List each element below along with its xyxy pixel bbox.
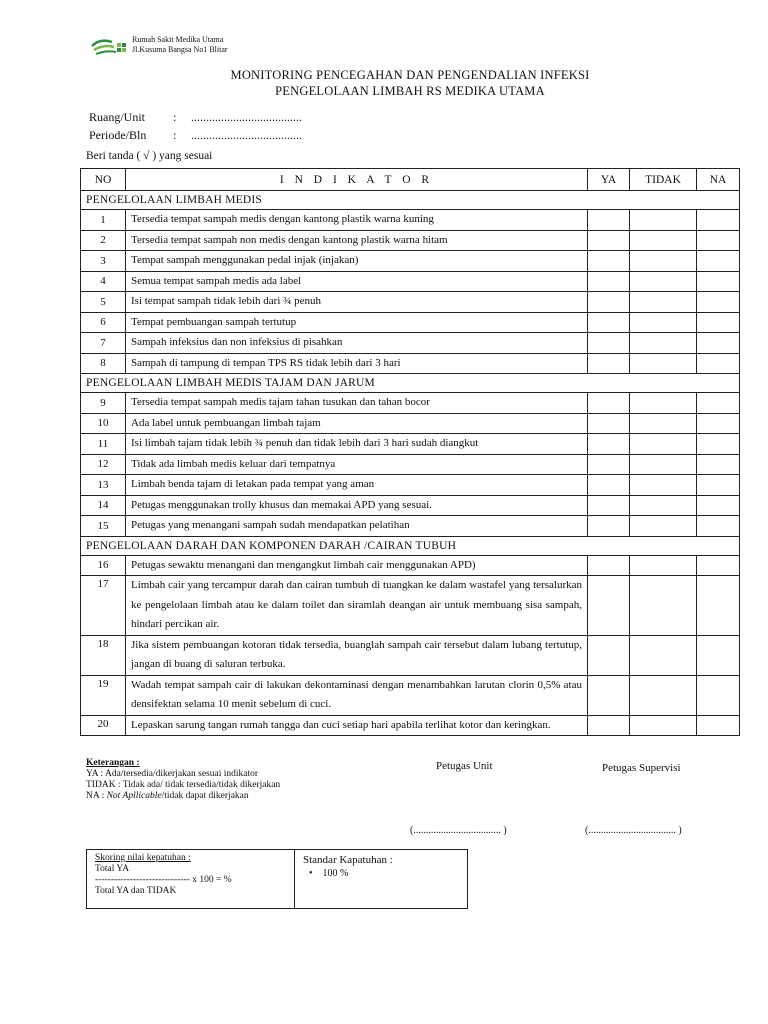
checkbox-cell-na[interactable] — [697, 555, 740, 576]
scoring-fraction-line: ------------------------------ x 100 = % — [95, 875, 232, 885]
col-header-indikator: I N D I K A T O R — [126, 169, 588, 191]
checkbox-cell-tidak[interactable] — [630, 495, 697, 516]
row-number: 18 — [81, 635, 126, 675]
indicator-text: Petugas yang menangani sampah sudah mendapatkan pelatihan — [126, 516, 588, 537]
checkbox-cell-tidak[interactable] — [630, 715, 697, 736]
instruction-text: Beri tanda ( √ ) yang sesuai — [86, 150, 213, 162]
indicator-text: Petugas sewaktu menangani dan mengangkut limbah cair menggunakan APD) — [126, 555, 588, 576]
field-label: Ruang/Unit — [89, 110, 145, 124]
checkbox-cell-ya[interactable] — [588, 230, 630, 251]
checkbox-cell-na[interactable] — [697, 516, 740, 537]
col-header-tidak: TIDAK — [630, 169, 697, 191]
checkbox-cell-na[interactable] — [697, 576, 740, 636]
checkbox-cell-tidak[interactable] — [630, 555, 697, 576]
checkbox-cell-ya[interactable] — [588, 635, 630, 675]
checkbox-cell-na[interactable] — [697, 635, 740, 675]
table-row — [81, 454, 740, 475]
checkbox-cell-tidak[interactable] — [630, 333, 697, 354]
table-row — [81, 516, 740, 537]
checkbox-cell-na[interactable] — [697, 230, 740, 251]
checkbox-cell-na[interactable] — [697, 251, 740, 272]
row-number: 4 — [81, 271, 126, 292]
checkbox-cell-ya[interactable] — [588, 413, 630, 434]
checkbox-cell-na[interactable] — [697, 475, 740, 496]
indicator-text: Tempat sampah menggunakan pedal injak (injakan) — [126, 251, 588, 272]
section-title: PENGELOLAAN DARAH DAN KOMPONEN DARAH /CAIRAN TUBUH — [81, 536, 740, 555]
standard-title: Standar Kapatuhan : — [303, 854, 393, 866]
field-blank: ..................................... — [191, 128, 302, 142]
checkbox-cell-na[interactable] — [697, 454, 740, 475]
row-number: 10 — [81, 413, 126, 434]
scoring-denominator: Total YA dan TIDAK — [95, 886, 177, 896]
checkbox-cell-na[interactable] — [697, 495, 740, 516]
checkbox-cell-tidak[interactable] — [630, 475, 697, 496]
legend-na-prefix: NA : — [86, 791, 107, 801]
checkbox-cell-ya[interactable] — [588, 576, 630, 636]
table-row — [81, 675, 740, 715]
indicator-text: Limbah benda tajam di letakan pada tempat yang aman — [126, 475, 588, 496]
row-number: 20 — [81, 715, 126, 736]
indicator-text: Ada label untuk pembuangan limbah tajam — [126, 413, 588, 434]
indicator-text: Tersedia tempat sampah medis dengan kantong plastik warna kuning — [126, 210, 588, 231]
indicator-table — [80, 168, 740, 736]
col-header-na: NA — [697, 169, 740, 191]
checkbox-cell-na[interactable] — [697, 413, 740, 434]
indicator-text: Sampah di tampung di tempan TPS RS tidak lebih dari 3 hari — [126, 353, 588, 374]
checkbox-cell-tidak[interactable] — [630, 230, 697, 251]
indicator-text: Tempat pembuangan sampah tertutup — [126, 312, 588, 333]
standard-value-text: 100 % — [322, 868, 349, 879]
col-header-ya: YA — [588, 169, 630, 191]
checkbox-cell-tidak[interactable] — [630, 516, 697, 537]
checkbox-cell-na[interactable] — [697, 312, 740, 333]
checkbox-cell-ya[interactable] — [588, 555, 630, 576]
checkbox-cell-tidak[interactable] — [630, 292, 697, 313]
checkbox-cell-tidak[interactable] — [630, 413, 697, 434]
row-number: 8 — [81, 353, 126, 374]
checkbox-cell-ya[interactable] — [588, 495, 630, 516]
legend-na-suffix: /tidak dapat dikerjakan — [161, 791, 249, 801]
section-header-row — [81, 191, 740, 210]
row-number: 6 — [81, 312, 126, 333]
indicator-text: Jika sistem pembuangan kotoran tidak tersedia, buanglah sampah cair tersebut dalam lubang tertutup, jangan di buang di saluran terbuka. — [126, 635, 588, 675]
checkbox-cell-tidak[interactable] — [630, 434, 697, 455]
row-number: 9 — [81, 393, 126, 414]
checkbox-cell-ya[interactable] — [588, 312, 630, 333]
checkbox-cell-tidak[interactable] — [630, 210, 697, 231]
row-number: 12 — [81, 454, 126, 475]
scoring-numerator: Total YA — [95, 864, 130, 874]
row-number: 5 — [81, 292, 126, 313]
row-number: 14 — [81, 495, 126, 516]
checkbox-cell-na[interactable] — [697, 715, 740, 736]
indicator-text: Isi tempat sampah tidak lebih dari ¾ penuh — [126, 292, 588, 313]
indicator-text: Wadah tempat sampah cair di lakukan dekontaminasi dengan menambahkan larutan clorin 0,5% atau densifektan selama 10 menit sebelum di cuci. — [126, 675, 588, 715]
table-header-row — [81, 169, 740, 191]
checkbox-cell-ya[interactable] — [588, 454, 630, 475]
table-row — [81, 251, 740, 272]
row-number: 3 — [81, 251, 126, 272]
petugas-supervisi-label: Petugas Supervisi — [602, 762, 681, 774]
section-header-row — [81, 374, 740, 393]
table-row — [81, 292, 740, 313]
checkbox-cell-na[interactable] — [697, 353, 740, 374]
checkbox-cell-tidak[interactable] — [630, 393, 697, 414]
indicator-text: Sampah infeksius dan non infeksius di pisahkan — [126, 333, 588, 354]
petugas-unit-signature-blank: (................................... ) — [410, 825, 507, 836]
table-row — [81, 393, 740, 414]
legend-na — [86, 791, 280, 802]
checkbox-cell-ya[interactable] — [588, 475, 630, 496]
checkbox-cell-ya[interactable] — [588, 210, 630, 231]
indicator-text: Tidak ada limbah medis keluar dari tempatnya — [126, 454, 588, 475]
hospital-name: Rumah Sakit Medika Utama — [132, 35, 224, 44]
table-row — [81, 312, 740, 333]
row-number: 16 — [81, 555, 126, 576]
checkbox-cell-ya[interactable] — [588, 715, 630, 736]
checkbox-cell-na[interactable] — [697, 271, 740, 292]
petugas-supervisi-signature-blank: (................................... ) — [585, 825, 682, 836]
checkbox-cell-ya[interactable] — [588, 353, 630, 374]
checkbox-cell-ya[interactable] — [588, 393, 630, 414]
checkbox-cell-ya[interactable] — [588, 292, 630, 313]
checkbox-cell-tidak[interactable] — [630, 271, 697, 292]
checkbox-cell-na[interactable] — [697, 393, 740, 414]
checkbox-cell-na[interactable] — [697, 210, 740, 231]
checkbox-cell-ya[interactable] — [588, 333, 630, 354]
field-label: Periode/Bln — [89, 128, 147, 142]
petugas-unit-label: Petugas Unit — [436, 760, 493, 772]
row-number: 19 — [81, 675, 126, 715]
table-row — [81, 475, 740, 496]
table-row — [81, 210, 740, 231]
document-title-line-2: PENGELOLAAN LIMBAH RS MEDIKA UTAMA — [275, 84, 545, 98]
scoring-formula — [87, 850, 295, 908]
row-number: 7 — [81, 333, 126, 354]
table-row — [81, 271, 740, 292]
col-header-no: NO — [81, 169, 126, 191]
checkbox-cell-na[interactable] — [697, 333, 740, 354]
table-row — [81, 635, 740, 675]
indicator-text: Lepaskan sarung tangan rumah tangga dan cuci setiap hari apabila terlihat kotor dan keringkan. — [126, 715, 588, 736]
indicator-text: Tersedia tempat sampah non medis dengan kantong plastik warna hitam — [126, 230, 588, 251]
checkbox-cell-ya[interactable] — [588, 516, 630, 537]
row-number: 1 — [81, 210, 126, 231]
legend-na-italic: Not Apllicable — [106, 791, 162, 801]
table-row — [81, 230, 740, 251]
checkbox-cell-tidak[interactable] — [630, 576, 697, 636]
legend-tidak: TIDAK : Tidak ada/ tidak tersedia/tidak dikerjakan — [86, 780, 281, 790]
table-row — [81, 576, 740, 636]
field-colon: : — [173, 110, 177, 124]
checkbox-cell-ya[interactable] — [588, 675, 630, 715]
checkbox-cell-tidak[interactable] — [630, 454, 697, 475]
field-colon: : — [173, 128, 177, 142]
document-title-line-1: MONITORING PENCEGAHAN DAN PENGENDALIAN INFEKSI — [230, 68, 590, 82]
table-row — [81, 555, 740, 576]
table-row — [81, 413, 740, 434]
standard-value: • 100 % — [309, 868, 349, 879]
field-blank: ..................................... — [191, 110, 302, 124]
checkbox-cell-ya[interactable] — [588, 434, 630, 455]
table-row — [81, 434, 740, 455]
row-number: 11 — [81, 434, 126, 455]
scoring-title: Skoring nilai kepatuhan : — [95, 853, 191, 863]
table-row — [81, 495, 740, 516]
legend — [86, 758, 280, 802]
legend-title: Keterangan : — [86, 758, 140, 768]
field-ruang-unit — [89, 110, 302, 125]
section-title: PENGELOLAAN LIMBAH MEDIS — [81, 191, 740, 210]
checkbox-cell-tidak[interactable] — [630, 353, 697, 374]
indicator-text: Limbah cair yang tercampur darah dan cairan tumbuh di tuangkan ke dalam wastafel yang tersalurkan ke pengelolaan limbah atau ke dalam toilet dan siramlah deangan air untuk membuang sisa sampah, hindari percikan air. — [126, 576, 588, 636]
checkbox-cell-tidak[interactable] — [630, 251, 697, 272]
table-row — [81, 353, 740, 374]
indicator-text: Tersedia tempat sampah medis tajam tahan tusukan dan tahan bocor — [126, 393, 588, 414]
field-periode-bln — [89, 128, 302, 143]
row-number: 13 — [81, 475, 126, 496]
hospital-address: Jl.Kusuma Bangsa No1 Blitar — [132, 45, 228, 54]
checkbox-cell-na[interactable] — [697, 292, 740, 313]
checkbox-cell-ya[interactable] — [588, 271, 630, 292]
table-row — [81, 715, 740, 736]
indicator-text: Petugas menggunakan trolly khusus dan memakai APD yang sesuai. — [126, 495, 588, 516]
hospital-info — [132, 35, 228, 55]
legend-ya: YA : Ada/tersedia/dikerjakan sesuai indikator — [86, 769, 259, 779]
row-number: 2 — [81, 230, 126, 251]
row-number: 17 — [81, 576, 126, 636]
hospital-logo-icon — [90, 34, 130, 56]
table-row — [81, 333, 740, 354]
row-number: 15 — [81, 516, 126, 537]
checkbox-cell-tidak[interactable] — [630, 312, 697, 333]
checkbox-cell-tidak[interactable] — [630, 635, 697, 675]
checkbox-cell-tidak[interactable] — [630, 675, 697, 715]
scoring-box — [86, 849, 468, 909]
section-title: PENGELOLAAN LIMBAH MEDIS TAJAM DAN JARUM — [81, 374, 740, 393]
checkbox-cell-na[interactable] — [697, 675, 740, 715]
indicator-text: Isi limbah tajam tidak lebih ¾ penuh dan tidak lebih dari 3 hari sudah diangkut — [126, 434, 588, 455]
checkbox-cell-ya[interactable] — [588, 251, 630, 272]
checkbox-cell-na[interactable] — [697, 434, 740, 455]
indicator-text: Semua tempat sampah medis ada label — [126, 271, 588, 292]
compliance-standard — [296, 850, 467, 908]
section-header-row — [81, 536, 740, 555]
